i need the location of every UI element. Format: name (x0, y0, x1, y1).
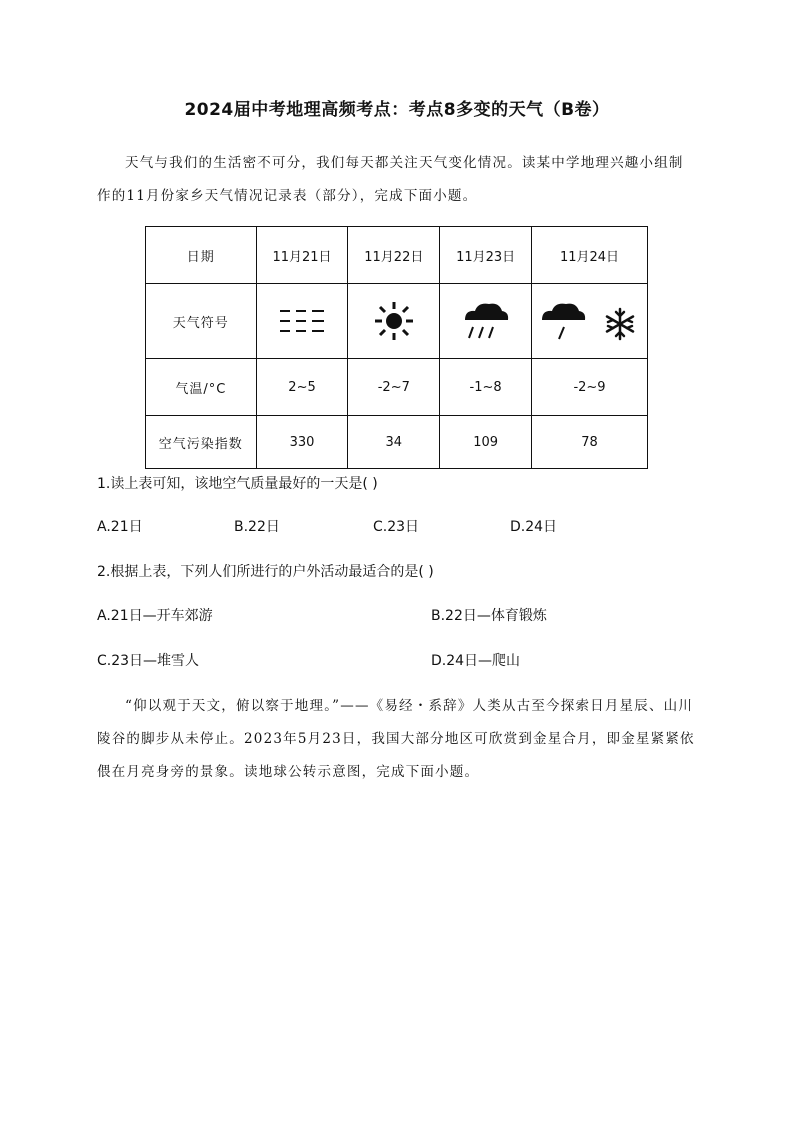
aqi-cell: 78 (532, 416, 648, 469)
weather-cell (348, 284, 440, 359)
table-row (146, 284, 648, 359)
aqi-cell: 109 (440, 416, 532, 469)
intro-paragraph: 天气与我们的生活密不可分，我们每天都关注天气变化情况。读某中学地理兴趣小组制作的11月份家乡天气情况记录表（部分），完成下面小题。 (97, 155, 684, 204)
row-label-aqi: 空气污染指数 (146, 416, 257, 469)
date-cell: 11月21日 (256, 227, 348, 284)
date-cell: 11月22日 (348, 227, 440, 284)
question-2-option-a: A.21日—开车郊游 (97, 608, 213, 624)
aqi-cell: 34 (348, 416, 440, 469)
table-row (146, 227, 648, 284)
temperature-cell: -2~9 (532, 359, 648, 416)
row-label-temperature: 气温/°C (146, 359, 257, 416)
weather-record-table (145, 226, 648, 469)
table-row (146, 416, 648, 469)
sunny-icon (374, 301, 414, 341)
question-1-option-a: A.21日 (97, 519, 143, 535)
table-row (146, 359, 648, 416)
temperature-cell: -1~8 (440, 359, 532, 416)
page-title: 2024届中考地理高频考点：考点8多变的天气（B卷） (184, 100, 610, 120)
passage-2: “仰以观于天文，俯以察于地理。”——《易经・系辞》人类从古至今探索日月星辰、山川陵谷的脚步从未停止。2023年5月23日，我国大部分地区可欣赏到金星合月，即金星紧紧依偎在月亮身旁的景象。读地球公转示意图，完成下面小题。 (97, 698, 695, 780)
question-2-option-d: D.24日—爬山 (431, 653, 521, 669)
question-1-option-b: B.22日 (234, 519, 280, 535)
aqi-cell: 330 (256, 416, 348, 469)
question-1-stem: 1.读上表可知，该地空气质量最好的一天是( ) (97, 476, 378, 492)
row-label-weather-symbol: 天气符号 (146, 284, 257, 359)
weather-cell (532, 284, 648, 359)
date-cell: 11月23日 (440, 227, 532, 284)
question-2-option-c: C.23日—堆雪人 (97, 653, 200, 669)
question-2-stem: 2.根据上表，下列人们所进行的户外活动最适合的是( ) (97, 564, 434, 580)
weather-cell (256, 284, 348, 359)
question-1-option-d: D.24日 (510, 519, 558, 535)
row-label-date: 日期 (146, 227, 257, 284)
temperature-cell: -2~7 (348, 359, 440, 416)
fog-icon (278, 306, 326, 336)
question-2-option-b: B.22日—体育锻炼 (431, 608, 547, 624)
question-1-option-c: C.23日 (373, 519, 420, 535)
date-cell: 11月24日 (532, 227, 648, 284)
rain-icon (461, 300, 511, 342)
temperature-cell: 2~5 (256, 359, 348, 416)
light-rain-and-snow-icon (540, 300, 640, 342)
weather-cell (440, 284, 532, 359)
